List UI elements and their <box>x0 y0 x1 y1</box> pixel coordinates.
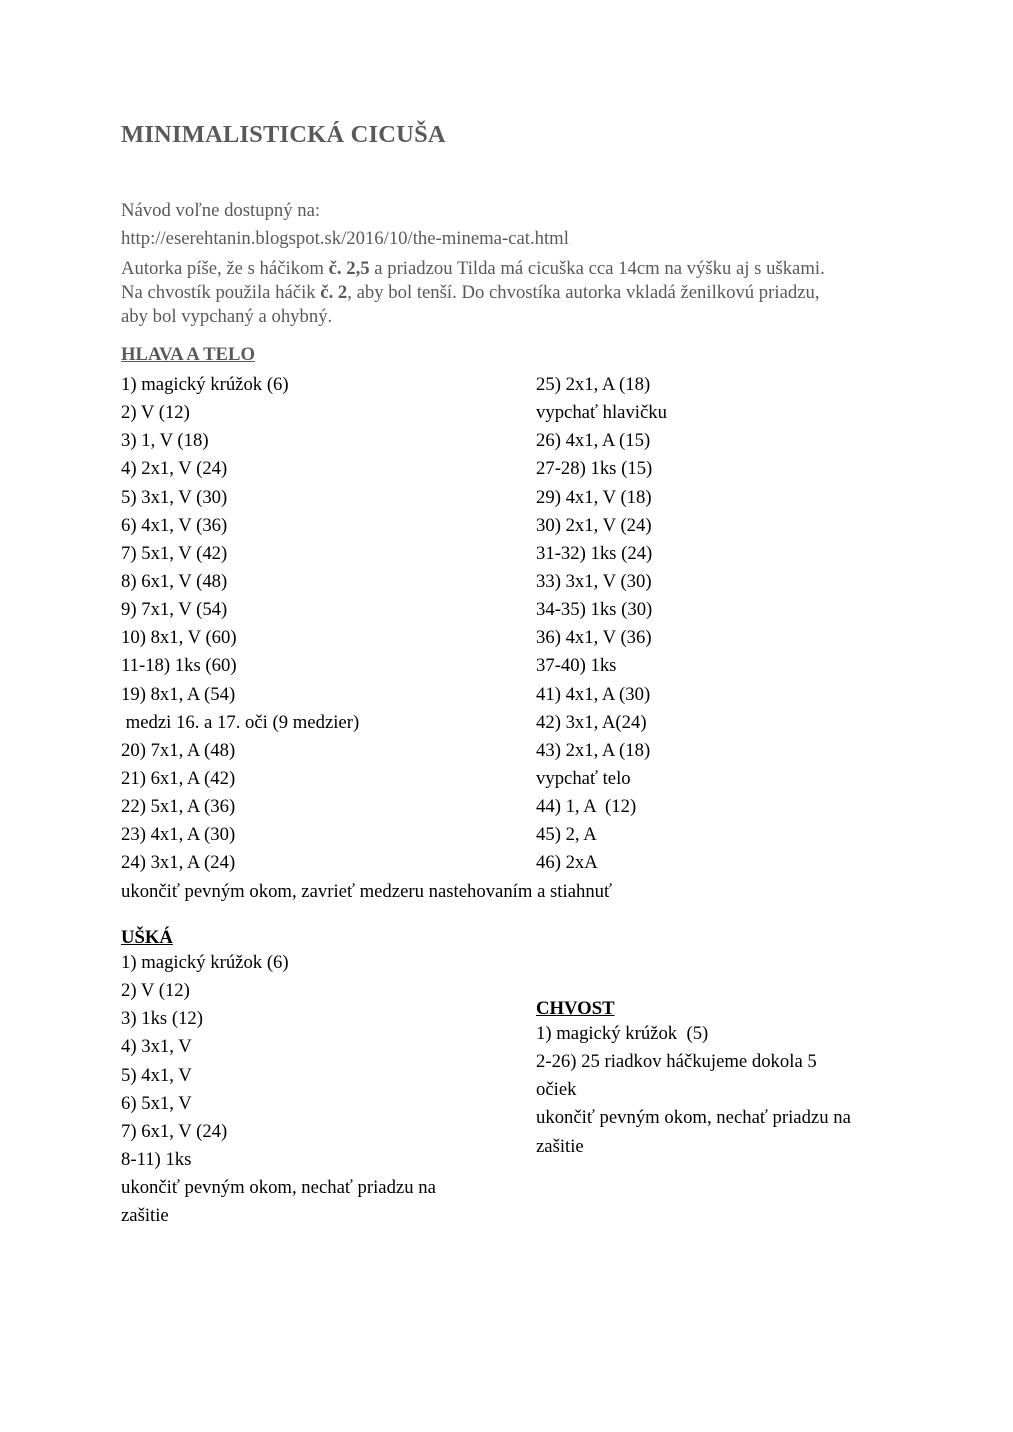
instruction-row: 46) 2xA <box>536 852 598 874</box>
instruction-row: 10) 8x1, V (60) <box>121 627 237 649</box>
instruction-row: 5) 4x1, V <box>121 1064 192 1086</box>
instruction-row: 4) 2x1, V (24) <box>121 458 228 480</box>
instruction-row: ukončiť pevným okom, nechať priadzu na <box>121 1177 436 1199</box>
instruction-row: 9) 7x1, V (54) <box>121 599 228 621</box>
hook-size: č. 2,5 <box>328 258 370 279</box>
instruction-row: 44) 1, A (12) <box>536 796 637 818</box>
instruction-row: 3) 1, V (18) <box>121 430 209 452</box>
section-heading-ears: UŠKÁ <box>121 927 173 948</box>
head-body-heading-wrap <box>121 344 255 366</box>
closing-instruction: ukončiť pevným okom, zavrieť medzeru nastehovaním a stiahnuť <box>121 881 613 902</box>
intro-text: aby bol vypchaný a ohybný. <box>121 306 333 327</box>
instruction-row: 19) 8x1, A (54) <box>121 683 236 705</box>
tail-rows <box>536 1020 851 1161</box>
instruction-row: 2) V (12) <box>121 980 190 1002</box>
instruction-row: 25) 2x1, A (18) <box>536 374 651 395</box>
ears-rows <box>121 949 436 1231</box>
instruction-row: 4) 3x1, V <box>121 1036 192 1058</box>
instruction-row: 1) magický krúžok (5) <box>536 1023 709 1044</box>
instruction-row: 5) 3x1, V (30) <box>121 486 228 508</box>
instruction-row: ukončiť pevným okom, nechať priadzu na <box>536 1107 851 1129</box>
instruction-row: 27-28) 1ks (15) <box>536 458 653 480</box>
instruction-row: 30) 2x1, V (24) <box>536 514 652 536</box>
intro-text: , aby bol tenší. Do chvostíka autorka vkladá ženilkovú priadzu, <box>347 282 820 303</box>
instruction-row: 36) 4x1, V (36) <box>536 627 652 649</box>
closing-wrap <box>121 878 612 906</box>
instruction-row: 8) 6x1, V (48) <box>121 570 228 592</box>
instruction-row: 11-18) 1ks (60) <box>121 655 237 677</box>
instruction-row: 20) 7x1, A (48) <box>121 739 236 761</box>
instruction-row: 3) 1ks (12) <box>121 1008 204 1030</box>
instruction-row: 6) 5x1, V <box>121 1092 192 1114</box>
hook-size: č. 2 <box>320 282 348 303</box>
intro-text: Autorka píše, že s háčikom <box>121 258 329 279</box>
instruction-row: zašitie <box>536 1135 584 1157</box>
head-body-left-column <box>121 371 359 878</box>
instruction-row: 22) 5x1, A (36) <box>121 796 236 818</box>
instruction-row: 34-35) 1ks (30) <box>536 599 653 621</box>
instruction-row: 6) 4x1, V (36) <box>121 514 228 536</box>
instruction-row: 2-26) 25 riadkov háčkujeme dokola 5 <box>536 1051 817 1073</box>
page-title: MINIMALISTICKÁ CICUŠA <box>121 121 446 148</box>
instruction-row: očiek <box>536 1079 577 1101</box>
intro-line: Návod voľne dostupný na: <box>121 200 321 221</box>
instruction-row: 37-40) 1ks <box>536 655 617 677</box>
head-body-right-column <box>536 371 667 878</box>
instruction-row: 1) magický krúžok (6) <box>121 952 289 973</box>
instruction-row: vypchať telo <box>536 767 631 789</box>
instruction-row: 26) 4x1, A (15) <box>536 430 651 452</box>
instruction-row: 45) 2, A <box>536 824 597 846</box>
section-heading-head-body: HLAVA A TELO <box>121 344 256 365</box>
instruction-row: 31-32) 1ks (24) <box>536 542 653 564</box>
instruction-row: 2) V (12) <box>121 402 190 424</box>
instruction-row: 29) 4x1, V (18) <box>536 486 652 508</box>
source-url: http://eserehtanin.blogspot.sk/2016/10/the-minema-cat.html <box>121 228 569 249</box>
tail-section <box>536 998 851 1161</box>
instruction-row: medzi 16. a 17. oči (9 medzier) <box>121 711 360 733</box>
instruction-row: 7) 5x1, V (42) <box>121 542 228 564</box>
instruction-row: 23) 4x1, A (30) <box>121 824 236 846</box>
instruction-row: 33) 3x1, V (30) <box>536 570 652 592</box>
section-heading-tail: CHVOST <box>536 998 615 1019</box>
instruction-row: 21) 6x1, A (42) <box>121 767 236 789</box>
instruction-row: zašitie <box>121 1205 169 1227</box>
instruction-row: 24) 3x1, A (24) <box>121 852 236 874</box>
instruction-row: 1) magický krúžok (6) <box>121 374 289 395</box>
instruction-row: 41) 4x1, A (30) <box>536 683 651 705</box>
intro-paragraph <box>121 257 921 329</box>
intro-text: a priadzou Tilda má cicuška cca 14cm na výšku aj s uškami. <box>369 258 825 279</box>
instruction-row: 43) 2x1, A (18) <box>536 739 651 761</box>
instruction-row: 7) 6x1, V (24) <box>121 1120 228 1142</box>
instruction-row: 8-11) 1ks <box>121 1149 192 1171</box>
intro-text: Na chvostík použila háčik <box>121 282 321 303</box>
intro-block <box>121 197 921 329</box>
instruction-row: vypchať hlavičku <box>536 402 667 424</box>
instruction-row: 42) 3x1, A(24) <box>536 711 647 733</box>
ears-section <box>121 927 436 1231</box>
